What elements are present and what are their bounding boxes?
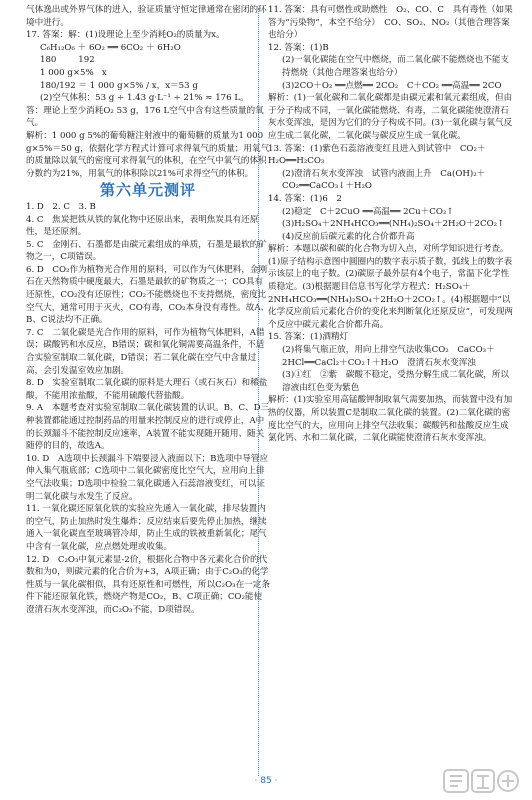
q17-ratio-top: 180 192: [40, 55, 95, 66]
answer-item: 9. A 本题考查对实验室制取二氧化碳装置的认识。B、C、D三种装置都能通过控制药品的用量来控制反应的进行或停止，A中的长颈漏斗不能控制反应速率，A装置不能实现随开随用、随关随停的目的，故选A。: [26, 403, 270, 452]
answer-subitem: (2)将集气瓶正放，用向上排空气法收集CO₂ CaCO₃＋2HCl══CaCl₂＋CO₂↑＋H₂O 澄清石灰水变浑浊: [282, 345, 495, 368]
section-title: 第六单元测评: [99, 181, 196, 200]
answer-item: 15. 答案：(1)酒精灯: [268, 332, 349, 343]
analysis-item: 解析：(1)一氧化碳和二氧化碳都是由碳元素和氧元素组成，但由于分子构成不同，一氧化碳能燃烧、有毒，二氧化碳能使澄清石灰水变浑浊，是因为它们的分子构成不同。(3)一氧化碳与氧气反应生成二氧化碳，二氧化碳与碳反应生成一氧化碳。: [268, 93, 513, 141]
watermark-logo-icon: [442, 766, 524, 796]
answer-subitem: (3)①红 ②紫 碳酸不稳定，受热分解生成二氧化碳，所以溶液由红色变为紫色: [282, 370, 510, 393]
answer-item: 4. C 焦炭把铁从铁的氧化物中还原出来，表明焦炭具有还原性，是还原剂。: [26, 214, 259, 238]
answer-subitem: (3)2CO＋O₂ ══点燃══ 2CO₂ C＋CO₂ ══高温══ 2CO: [282, 80, 502, 91]
left-column: [26, 4, 270, 617]
answer-subitem: (2)一氧化碳能在空气中燃烧，而二氧化碳不能燃烧也不能支持燃烧（其他合理答案也给分）: [282, 55, 510, 78]
answer-item: 11. 一氧化碳还原氧化铁的实验应先通入一氧化碳，排尽装置内的空气，防止加热时发生爆炸；反应结束后要先停止加热，继续通入一氧化碳直至玻璃管冷却，防止生成的铁被重新氧化；尾气中含有一氧化碳，应点燃处理或收集。: [26, 504, 267, 552]
answer-item: 10. D A选项中长颈漏斗下端要浸入液面以下；B选项中导管应伸入集气瓶底部；C选项中二氧化碳密度比空气大，应用向上排空气法收集；D选项中检验二氧化碳通入石蕊溶液变红，可以证明二氧化碳与水发生了反应。: [26, 453, 269, 502]
answer-item: 6. D CO₂作为植物光合作用的原料，可以作为气体肥料，金刚石在天然物质中硬度最大，石墨是最软的矿物质之一；CO具有还原性，CO₂没有还原性；CO₂不能燃烧也不支持燃烧，密度比空气大，通常可用于灭火，CO有毒，CO₂本身没有毒性。故A、B、C说法均不正确。: [26, 264, 270, 326]
answer-subitem: (2)稳定 C＋2CuO ══高温══ 2Cu＋CO₂↑: [282, 206, 454, 217]
q17-line: 17. 答案：解：(1)设理论上至少消耗O₂的质量为x。: [26, 30, 225, 41]
answers-row: 1. D 2. C 3. B: [26, 201, 96, 212]
analysis-item: 解析：本题以碳和碳的化合物为切入点，对所学知识进行考查。(1)原子结构示意图中圆圈内的数字表示质子数，弧线上的数字表示该层上的电子数。(2)碳原子最外层有4个电子，常温下化学性质稳定。(3)根据题目信息书写化学方程式：H₂SO₄＋2NH₄HCO₃══(NH₄)₂SO₄＋2H₂O＋2CO₂↑。(4)根据题中“以化学反应前后元素化合价的变化来判断氧化还原反应”，可发现两个反应中碳元素化合价都升高。: [268, 244, 514, 330]
q17-equation: C₆H₁₂O₆ ＋ 6O₂ ══ 6CO₂ ＋ 6H₂O: [40, 42, 181, 53]
column-divider: [258, 8, 259, 776]
analysis-item: 解析：(1)实验室用高锰酸钾制取氧气需要加热，而装置中没有加热的仪器，所以装置C是制取二氧化碳的装置。(2)二氧化碳的密度比空气的大，应用向上排空气法收集；碳酸钙和盐酸反应生成氯化钙、水和二氧化碳，二氧化碳能使澄清石灰水变浑浊。: [268, 395, 513, 444]
answer-item: 5. C 金刚石、石墨都是由碳元素组成的单质，石墨是最软的矿物之一，C项错误。: [26, 239, 267, 263]
answer-item: 11. 答案：具有可燃性或助燃性 O₂、CO、C 具有毒性（如果答为“污染物”，本空不给分） CO、SO₂、NO₂（其他合理答案也给分）: [268, 5, 513, 41]
q17-analysis: 解析：1 000 g 5%的葡萄糖注射液中的葡萄糖的质量为1 000 g×5%＝50 g，依据化学方程式计算可求得氧气的质量；用氧气的质量除以氧气的密度可求得氧气的体积，在空气中氧气的体积分数约为21%，用氧气的体积除以21%可求得空气的体积。: [26, 130, 270, 179]
continuation-line: 气体逸出或外界气体的进入，验证质量守恒定律通常在密闭的环境中进行。: [26, 5, 267, 28]
watermark-logo: [442, 766, 524, 796]
question-17: [26, 29, 270, 180]
q17-ratio-bottom: 1 000 g×5% x: [40, 67, 107, 78]
answer-subitem: (2)澄清石灰水变浑浊 试管内液面上升 Ca(OH)₂＋CO₂══CaCO₃↓＋H₂O: [282, 168, 486, 192]
answer-item: 7. C 二氧化碳是光合作用的原料，可作为植物气体肥料，A错误；碳酸钙和水反应，B错误；碳和氧化铜需要高温条件，不适合实验室制取二氧化碳，D错误；若二氧化碳在空气中含量过高，会引发温室效应加剧。: [26, 327, 265, 376]
right-column: [268, 4, 514, 445]
page-number: · 85 ·: [254, 776, 278, 786]
answer-item: 14. 答案：(1)6 2: [268, 193, 342, 204]
answer-item: 12. 答案：(1)B: [268, 42, 329, 53]
q17-conclusion: 答：理论上至少消耗O₂ 53 g，176 L空气中含有这些质量的氧气。: [26, 105, 264, 129]
q17-proportion: 180/192 ＝ 1 000 g×5% / x，x＝53 g: [40, 80, 198, 91]
answer-item: 8. D 实验室制取二氧化碳的原料是大理石（或石灰石）和稀盐酸，不能用浓盐酸，不能用硫酸代替盐酸。: [26, 378, 268, 401]
answer-item: 12. D C₂O₃中氧元素显-2价，根据化合物中各元素化合价的代数和为0，则碳元素的化合价为+3，A项正确；由于C₂O₃的化学性质与一氧化碳相似，具有还原性和可燃性，所以C₂O₃在一定条件下能还原氧化铁，燃烧产物是CO₂，B、C项正确；CO₂能使澄清石灰水变浑浊，而C₂O₃不能，D项错误。: [26, 554, 270, 615]
q17-volume: (2)空气体积：53 g ÷ 1.43 g·L⁻¹ ÷ 21% ≈ 176 L。: [40, 93, 249, 104]
answer-subitem: (3)H₂SO₄＋2NH₄HCO₃══(NH₄)₂SO₄＋2H₂O＋2CO₂↑: [282, 219, 505, 230]
answer-item: 13. 答案：(1)紫色石蕊溶液变红且进入到试管中 CO₂＋H₂O══H₂CO₃: [268, 143, 486, 167]
answer-subitem: (4)反应前后碳元素的化合价都升高: [282, 231, 415, 242]
